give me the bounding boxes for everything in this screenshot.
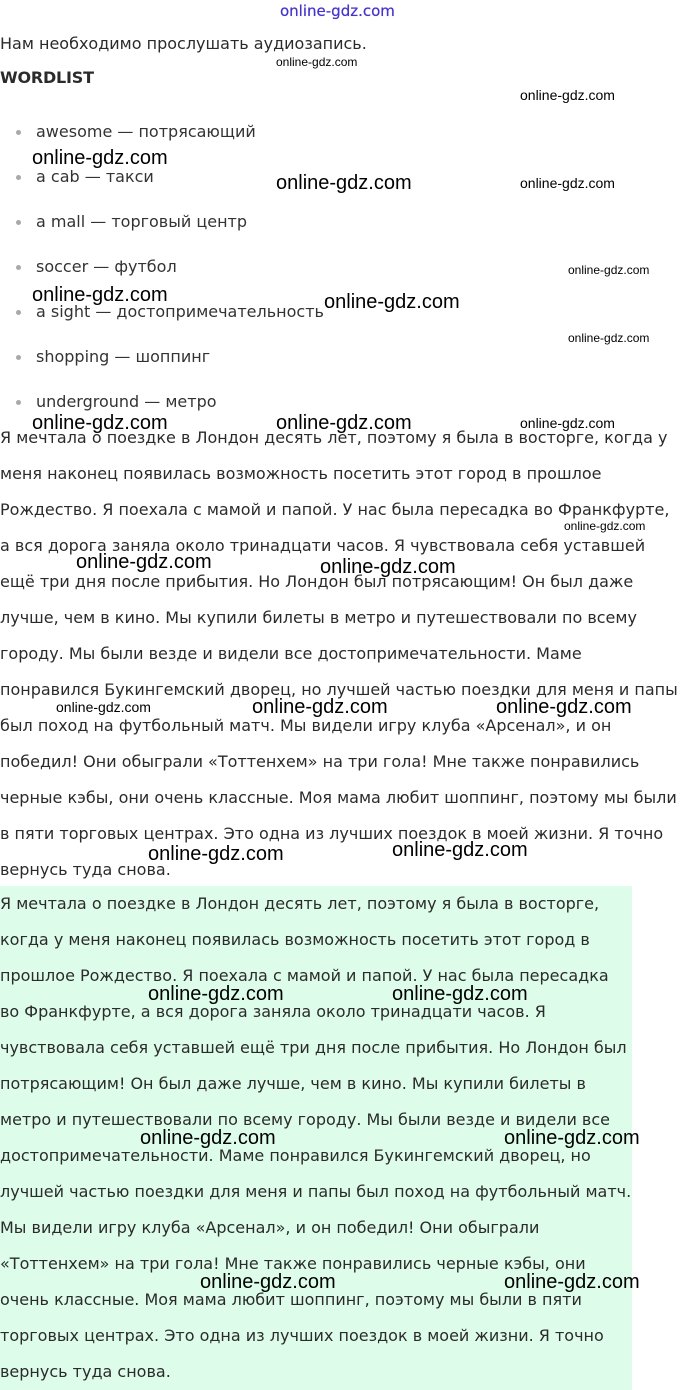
watermark: online-gdz.com	[32, 412, 168, 434]
wordlist-item-text: underground — метро	[36, 392, 217, 411]
wordlist-item	[0, 300, 324, 345]
wordlist-item-text: shopping — шоппинг	[36, 347, 211, 366]
intro-text: Нам необходимо прослушать аудиозапись.	[0, 34, 367, 53]
wordlist-item-text: a cab — такси	[36, 167, 154, 186]
wordlist-item-text: awesome — потрясающий	[36, 122, 256, 141]
watermark: online-gdz.com	[276, 55, 358, 69]
watermark: online-gdz.com	[392, 983, 528, 1005]
watermark: online-gdz.com	[140, 1127, 276, 1149]
watermark: online-gdz.com	[520, 415, 615, 431]
watermark: online-gdz.com	[520, 87, 615, 103]
wordlist-item-text: soccer — футбол	[36, 257, 177, 276]
wordlist-item	[0, 255, 324, 300]
watermark: online-gdz.com	[56, 699, 151, 715]
bullet-icon	[16, 355, 21, 360]
highlighted-paragraph-text: Я мечтала о поездке в Лондон десять лет, поэтому я была в восторге, когда у меня наконец появилась возможность посетить этот город в прошлое Рождество. Я поехала с мамой и папой. У нас была пересадка во Франкфурте, а вся дорога заняла около тринадцати часов. Я чувствовала себя уставшей ещё три дня после прибытия. Но Лондон был потрясающим! Он был даже лучше, чем в кино. Мы купили билеты в метро и путешествовали по всему городу. Мы были везде и видели все достопримечательности. Маме понравился Букингемский дворец, но лучшей частью поездки для меня и папы был поход на футбольный матч. Мы видели игру клуба «Арсенал», и он победил! Они обыграли «Тоттенхем» на три гола! Мне также понравились черные кэбы, они очень классные. Моя мама любит шоппинг, поэтому мы были в пяти торговых центрах. Это одна из лучших поездок в моей жизни. Я точно вернусь туда снова.	[0, 894, 632, 1381]
wordlist-item-text: a sight — достопримечательность	[36, 302, 324, 321]
watermark: online-gdz.com	[148, 983, 284, 1005]
wordlist-item	[0, 120, 324, 165]
watermark: online-gdz.com	[568, 331, 650, 345]
wordlist-item	[0, 345, 324, 390]
watermark: online-gdz.com	[564, 519, 646, 533]
watermark: online-gdz.com	[520, 175, 615, 191]
watermark: online-gdz.com	[504, 1271, 640, 1293]
watermark: online-gdz.com	[148, 843, 284, 865]
bullet-icon	[16, 175, 21, 180]
watermark: online-gdz.com	[568, 263, 650, 277]
watermark: online-gdz.com	[504, 1127, 640, 1149]
wordlist-item	[0, 165, 324, 210]
watermark: online-gdz.com	[252, 696, 388, 718]
watermark: online-gdz.com	[200, 1271, 336, 1293]
bullet-icon	[16, 130, 21, 135]
watermark: online-gdz.com	[320, 556, 456, 578]
bullet-icon	[16, 265, 21, 270]
watermark: online-gdz.com	[324, 291, 460, 313]
wordlist-heading: WORDLIST	[0, 68, 94, 87]
watermark: online-gdz.com	[392, 839, 528, 861]
wordlist-item-text: a mall — торговый центр	[36, 212, 248, 231]
bullet-icon	[16, 400, 21, 405]
watermark: online-gdz.com	[32, 284, 168, 306]
story-paragraph: Я мечтала о поездке в Лондон десять лет, поэтому я была в восторге, когда у меня наконец появилась возможность посетить этот город в прошлое Рождество. Я поехала с мамой и папой. У нас была пересадка во Франкфурте, а вся дорога заняла около тринадцати часов. Я чувствовала себя уставшей ещё три дня после прибытия. Но Лондон был потрясающим! Он был даже лучше, чем в кино. Мы купили билеты в метро и путешествовали по всему городу. Мы были везде и видели все достопримечательности. Маме понравился Букингемский дворец, но лучшей частью поездки для меня и папы был поход на футбольный матч. Мы видели игру клуба «Арсенал», и он победил! Они обыграли «Тоттенхем» на три гола! Мне также понравились черные кэбы, они очень классные. Моя мама любит шоппинг, поэтому мы были в пяти торговых центрах. Это одна из лучших поездок в моей жизни. Я точно вернусь туда снова.	[0, 428, 678, 879]
watermark: online-gdz.com	[276, 172, 412, 194]
watermark: online-gdz.com	[276, 412, 412, 434]
wordlist-item	[0, 210, 324, 255]
highlighted-paragraph	[0, 886, 632, 1390]
bullet-icon	[16, 310, 21, 315]
wordlist	[0, 120, 324, 435]
bullet-icon	[16, 220, 21, 225]
watermark: online-gdz.com	[76, 551, 212, 573]
site-title[interactable]: online-gdz.com	[280, 2, 395, 20]
watermark: online-gdz.com	[32, 147, 168, 169]
watermark: online-gdz.com	[496, 696, 632, 718]
